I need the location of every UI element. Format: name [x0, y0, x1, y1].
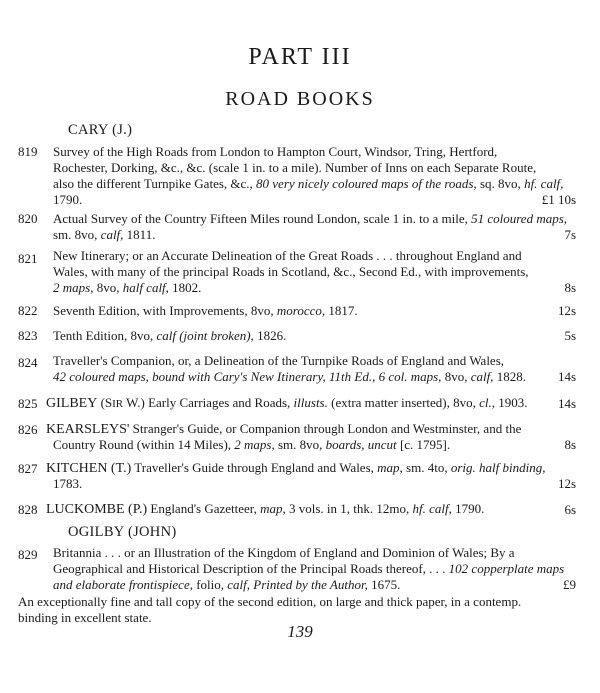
author-title: W.): [123, 395, 145, 410]
entry-number: 828: [18, 502, 38, 517]
entry-line: [53, 227, 155, 243]
entry-text: folio,: [192, 577, 228, 592]
author-name: GILBEY: [46, 396, 98, 411]
section-title: ROAD BOOKS: [225, 88, 375, 110]
entry-note: An exceptionally fine and tall copy of the second edition, on large and thick paper, in a contemp.: [18, 594, 522, 609]
entry-text-italic: 2 maps,: [53, 280, 94, 295]
price: 5s: [564, 328, 576, 343]
entry-text: 1903.: [495, 395, 528, 410]
entry-line: 1790.: [53, 192, 83, 207]
author-name: KITCHEN (T.): [46, 461, 132, 476]
entry-text-italic: calf, Printed by the Author,: [227, 577, 368, 592]
entry-number: 826: [18, 422, 38, 437]
entry-text: Seventh Edition, with Improvements, 8vo,: [53, 303, 277, 318]
entry-line: Wales, with many of the principal Roads in Scotland, &c., Second Ed., with improvements,: [53, 264, 529, 279]
entry-text: (extra matter inserted), 8vo,: [327, 395, 480, 410]
entry-text: 1675.: [367, 577, 401, 592]
entry-line: Traveller's Companion, or, a Delineation of the Turnpike Roads of England and Wales,: [53, 353, 505, 368]
entry-text-italic: 80 very nicely coloured maps of the roads,: [256, 176, 477, 191]
part-title: PART III: [248, 44, 352, 70]
author-heading-ogilby: OGILBY (JOHN): [68, 524, 177, 540]
entry-number: 821: [18, 251, 38, 266]
entry-text: Tenth Edition, 8vo,: [53, 328, 157, 343]
entry-text-italic: boards, uncut: [325, 437, 397, 452]
entry-text: 3 vols. in 1, thk. 12mo,: [285, 501, 413, 516]
entry-line: New Itinerary; or an Accurate Delineation of the Great Roads . . . throughout England and: [53, 248, 522, 263]
price: 14s: [557, 396, 576, 411]
author-heading-cary: CARY (J.): [68, 122, 133, 138]
price: £1 10s: [541, 192, 576, 207]
entry-number: 819: [18, 144, 38, 159]
entry-line: [53, 176, 563, 192]
entry-text-italic: hf. calf,: [412, 501, 452, 516]
price: 14s: [557, 369, 576, 384]
price: 7s: [564, 227, 576, 242]
entry-text: Geographical and Historical Description of the Principal Roads thereof, . . .: [53, 561, 449, 576]
entry-line: [53, 211, 567, 227]
entry-line: [53, 328, 286, 344]
price: £9: [563, 577, 576, 592]
entry-text-italic: hf. calf,: [524, 176, 564, 191]
entry-number: 824: [18, 355, 38, 370]
price: 8s: [564, 437, 576, 452]
author-title: (S: [97, 395, 113, 410]
entry-text: 1811.: [123, 227, 156, 242]
entry-text: Country Round (within 14 Miles),: [53, 437, 235, 452]
entry-text: 1802.: [168, 280, 202, 295]
entry-text: sq. 8vo,: [476, 176, 525, 191]
entry-line: Rochester, Dorking, &c., &c. (scale 1 in. to a mile). Number of Inns on each Separate Route,: [53, 160, 537, 175]
entry-note: binding in excellent state.: [18, 610, 152, 625]
entry-number: 823: [18, 328, 38, 343]
entry-line: [53, 280, 201, 296]
entry-text-italic: half calf,: [122, 280, 169, 295]
entry-text: also the different Turnpike Gates, &c.,: [53, 176, 257, 191]
entry-text-italic: illusts.: [293, 395, 328, 410]
author-name: LUCKOMBE (P.): [46, 502, 148, 517]
entry-line: Survey of the High Roads from London to Hampton Court, Windsor, Tring, Hertford,: [53, 144, 498, 159]
entry-text: 1826.: [253, 328, 287, 343]
entry-text-italic: 42 coloured maps, bound with Cary's New Itinerary, 11th Ed., 6 col. maps,: [53, 369, 442, 384]
entry-text-italic: map,: [377, 460, 403, 475]
entry-number: 820: [18, 211, 38, 226]
entry-text: Traveller's Guide through England and Wales,: [131, 460, 378, 475]
entry-number: 827: [18, 461, 38, 476]
entry-text: 8vo,: [93, 280, 123, 295]
author-title: IR: [112, 398, 124, 410]
entry-text: England's Gazetteer,: [147, 501, 261, 516]
entry-line: Britannia . . . or an Illustration of the Kingdom of England and Dominion of Wales; By a: [53, 545, 515, 560]
entry-text: sm. 8vo,: [53, 227, 101, 242]
entry-line: [46, 460, 545, 477]
entry-line: [53, 437, 450, 453]
entry-text-italic: calf,: [470, 369, 494, 384]
entry-number: 829: [18, 547, 38, 562]
entry-text: 1790.: [451, 501, 485, 516]
entry-text-italic: morocco,: [276, 303, 326, 318]
entry-text-italic: 51 coloured maps,: [471, 211, 568, 226]
entry-text-italic: and elaborate frontispiece,: [53, 577, 193, 592]
entry-text: 1828.: [493, 369, 526, 384]
entry-number: 822: [18, 303, 38, 318]
entry-text-italic: calf (joint broken),: [156, 328, 254, 343]
price: 12s: [557, 476, 576, 491]
author-name: KEARSLEYS': [46, 422, 130, 437]
entry-line: [46, 501, 484, 518]
entry-line: [53, 303, 358, 319]
entry-text-italic: map,: [260, 501, 286, 516]
entry-text: Early Carriages and Roads,: [144, 395, 294, 410]
entry-text-italic: 2 maps,: [234, 437, 275, 452]
entry-line: [46, 395, 528, 412]
entry-text: [c. 1795].: [396, 437, 451, 452]
entry-line: [46, 421, 521, 438]
entry-number: 825: [18, 396, 38, 411]
entry-text: Actual Survey of the Country Fifteen Miles round London, scale 1 in. to a mile,: [53, 211, 472, 226]
price: 6s: [564, 502, 576, 517]
entry-text: Stranger's Guide, or Companion through London and Westminster, and the: [129, 421, 522, 436]
entry-text-italic: 102 copperplate maps: [448, 561, 565, 576]
entry-line: [53, 561, 564, 577]
price: 8s: [564, 280, 576, 295]
entry-text-italic: orig. half binding,: [450, 460, 546, 475]
page-number: 139: [287, 622, 313, 641]
entry-line: 1783.: [53, 476, 83, 491]
entry-text: 1817.: [325, 303, 358, 318]
price: 12s: [557, 303, 576, 318]
entry-line: [53, 577, 400, 593]
entry-text-italic: cl.,: [479, 395, 496, 410]
entry-text: 8vo,: [441, 369, 471, 384]
entry-text: sm. 8vo,: [274, 437, 326, 452]
entry-line: [53, 369, 526, 385]
entry-text: sm. 4to,: [402, 460, 451, 475]
entry-text-italic: calf,: [100, 227, 124, 242]
